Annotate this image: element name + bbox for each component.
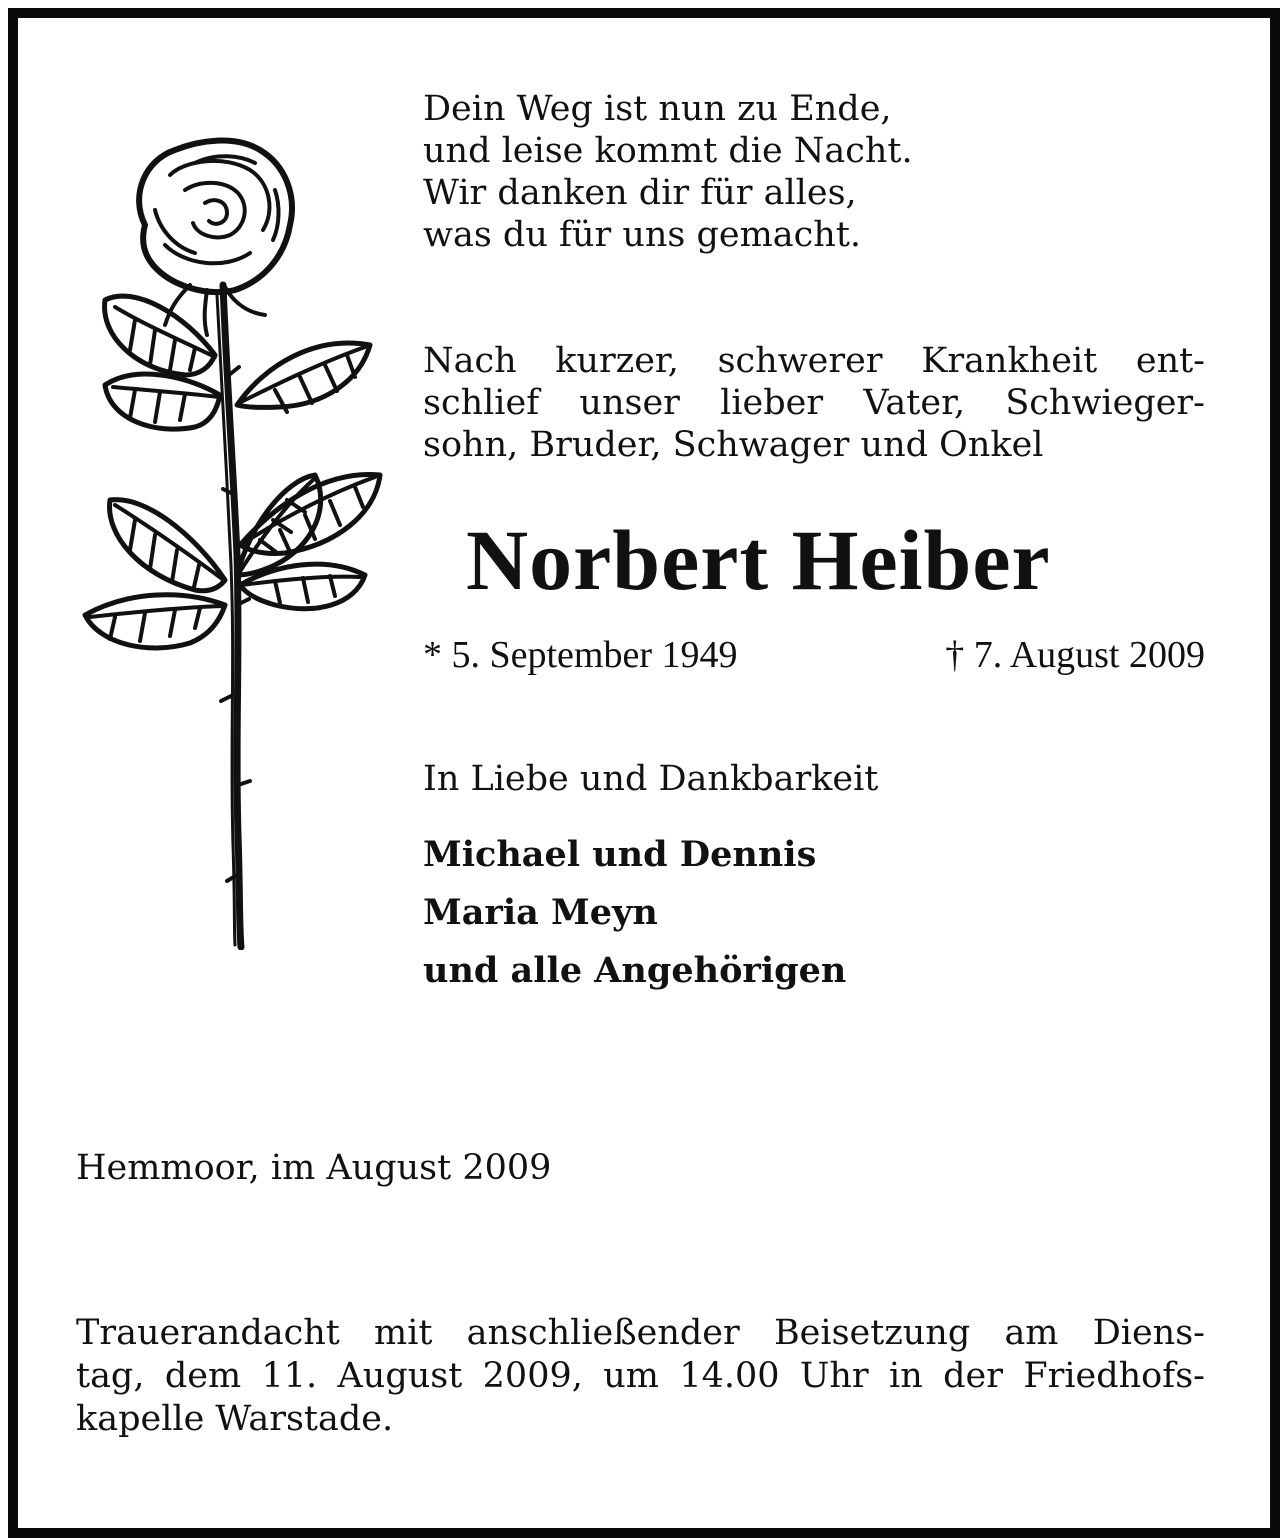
verse-line: Dein Weg ist nun zu Ende, — [423, 89, 892, 129]
notice-line: sohn, Bruder, Schwager und Onkel — [423, 425, 1044, 465]
notice-line: Nach kurzer, schwerer Krankheit ent- — [423, 341, 1205, 381]
verse-line: was du für uns gemacht. — [423, 215, 862, 255]
verse — [423, 88, 913, 256]
mourners-intro: In Liebe und Dankbarkeit — [423, 759, 879, 799]
mourners-list — [423, 826, 846, 1000]
mourner-name: Michael und Dennis — [423, 834, 817, 875]
death-notice — [423, 340, 1205, 466]
service-line: tag, dem 11. August 2009, um 14.00 Uhr in der Friedhofs- — [76, 1356, 1205, 1396]
service-line: kapelle Warstade. — [76, 1399, 394, 1439]
death-date: † 7. August 2009 — [945, 634, 1205, 676]
notice-line: schlief unser lieber Vater, Schwieger- — [423, 383, 1205, 423]
deceased-name: Norbert Heiber — [466, 512, 1051, 608]
mourner-name: Maria Meyn — [423, 892, 658, 933]
rose-icon — [75, 135, 395, 950]
verse-line: und leise kommt die Nacht. — [423, 131, 913, 171]
birth-date: * 5. September 1949 — [423, 634, 738, 676]
verse-line: Wir danken dir für alles, — [423, 173, 857, 213]
service-line: Trauerandacht mit anschließender Beisetzung am Diens- — [76, 1313, 1205, 1353]
place-date: Hemmoor, im August 2009 — [76, 1148, 552, 1188]
mourner-name: und alle Angehörigen — [423, 950, 847, 991]
service-info — [76, 1312, 1205, 1441]
